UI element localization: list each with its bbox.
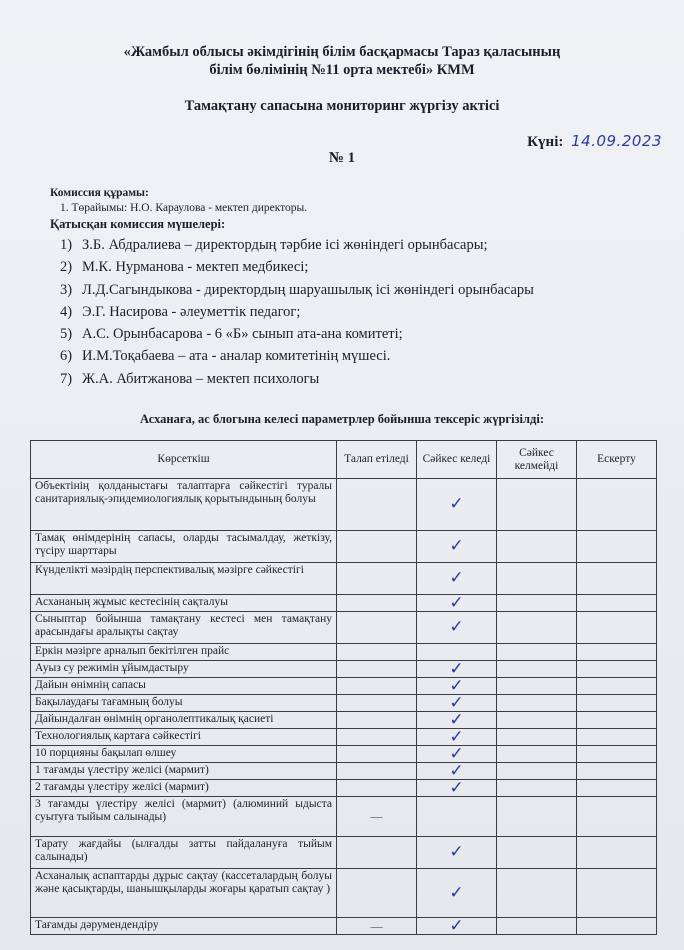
col-header-indicator: Көрсеткіш bbox=[31, 441, 337, 479]
member-item: 7) Ж.А. Абитжанова – мектеп психологы bbox=[60, 370, 320, 387]
table-row: Күнделікті мәзірдің перспективалық мәзірге сәйкестігі ✓ bbox=[31, 563, 657, 595]
col-header-match: Сәйкес келеді bbox=[417, 441, 497, 479]
header-line-2: білім бөлімінің №11 орта мектебі» КММ bbox=[209, 62, 475, 78]
act-number: № 1 bbox=[328, 150, 356, 166]
check-mark-icon: ✓ bbox=[417, 712, 497, 729]
table-row: Тамақ өнімдерінің сапасы, оларды тасымалдау, жеткізу, түсіру шарттары ✓ bbox=[31, 531, 657, 563]
check-mark-icon: ✓ bbox=[417, 678, 497, 695]
table-row: Ауыз су режимін ұйымдастыру ✓ bbox=[31, 661, 657, 678]
member-item: 6) И.М.Тоқабаева – ата - аналар комитетінің мүшесі. bbox=[60, 348, 391, 365]
col-header-required: Талап етіледі bbox=[337, 441, 417, 479]
table-row: Тағамды дәрумендендіру — ✓ bbox=[31, 918, 657, 935]
table-row: Бақылаудағы тағамның болуы ✓ bbox=[31, 695, 657, 712]
table-row: Сыныптар бойынша тамақтану кестесі мен тамақтану арасындағы аралықты сақтау ✓ bbox=[31, 612, 657, 644]
check-mark-icon: ✓ bbox=[417, 612, 497, 644]
table-row: Технологиялық картаға сәйкестігі ✓ bbox=[31, 729, 657, 746]
table-row: 3 тағамды үлестіру желісі (мармит) (алюминий ыдыста суытуға тыйым салынады) — bbox=[31, 797, 657, 837]
member-item: 5) А.С. Орынбасарова - 6 «Б» сынып ата-ана комитеті; bbox=[60, 326, 403, 343]
members-list bbox=[60, 234, 534, 390]
check-mark-icon: ✓ bbox=[417, 531, 497, 563]
member-item: 3) Л.Д.Сагындыкова - директордың шаруашылық ісі жөніндегі орынбасары bbox=[60, 281, 534, 298]
date-label: Күні: bbox=[527, 134, 564, 150]
table-row: Асханалық аспаптарды дұрыс сақтау (кассеталардың болуы және қасықтарды, шанышқыларды жоғары қаратып сақтау ) ✓ bbox=[31, 869, 657, 918]
table-row: Дайындалған өнімнің органолептикалық қасиеті ✓ bbox=[31, 712, 657, 729]
check-mark-icon: ✓ bbox=[417, 563, 497, 595]
inspection-table bbox=[30, 440, 657, 935]
commission-chair: 1. Төрайымы: Н.О. Караулова - мектеп директоры. bbox=[60, 202, 308, 214]
table-row: Асхананың жұмыс кестесінің сақталуы ✓ bbox=[31, 595, 657, 612]
check-mark-icon: ✓ bbox=[417, 918, 497, 935]
table-row: 1 тағамды үлестіру желісі (мармит) ✓ bbox=[31, 763, 657, 780]
date-row bbox=[527, 132, 662, 151]
table-title: Асханаға, ас блогына келесі параметрлер бойынша тексеріс жүргізілді: bbox=[139, 412, 545, 426]
col-header-mismatch: Сәйкес келмейді bbox=[497, 441, 577, 479]
members-heading: Қатысқан комиссия мүшелері: bbox=[50, 217, 226, 231]
check-mark-icon: ✓ bbox=[417, 746, 497, 763]
table-row: Объектінің қолданыстағы талаптарға сәйкестігі туралы санитариялық-эпидемиологиялық қорытындының болуы ✓ bbox=[31, 479, 657, 531]
member-item: 2) М.К. Нурманова - мектеп медбикесі; bbox=[60, 259, 309, 276]
check-mark-icon: ✓ bbox=[417, 869, 497, 918]
check-mark-icon: ✓ bbox=[417, 479, 497, 531]
table-row: Тарату жағдайы (ылғалды затты пайдалануға тыйым салынады) ✓ bbox=[31, 837, 657, 869]
table-row: Еркін мәзірге арналып бекітілген прайс bbox=[31, 644, 657, 661]
table-header-row bbox=[31, 441, 657, 479]
check-mark-icon: ✓ bbox=[417, 595, 497, 612]
check-mark-icon: ✓ bbox=[417, 780, 497, 797]
check-mark-icon: ✓ bbox=[417, 695, 497, 712]
check-mark-icon: ✓ bbox=[417, 729, 497, 746]
check-mark-icon: ✓ bbox=[417, 661, 497, 678]
member-item: 4) Э.Г. Насирова - әлеуметтік педагог; bbox=[60, 303, 301, 320]
check-mark-icon: ✓ bbox=[417, 837, 497, 869]
table-row: 10 порцияны бақылап өлшеу ✓ bbox=[31, 746, 657, 763]
header-line-1: «Жамбыл облысы әкімдігінің білім басқармасы Тараз қаласының bbox=[123, 44, 561, 60]
date-value: 14.09.2023 bbox=[571, 132, 662, 150]
commission-heading: Комиссия құрамы: bbox=[50, 187, 149, 199]
document-title: Тамақтану сапасына мониторинг жүргізу актісі bbox=[184, 98, 500, 114]
table-row: Дайын өнімнің сапасы ✓ bbox=[31, 678, 657, 695]
col-header-note: Ескерту bbox=[577, 441, 657, 479]
check-mark-icon: ✓ bbox=[417, 763, 497, 780]
table-row: 2 тағамды үлестіру желісі (мармит) ✓ bbox=[31, 780, 657, 797]
member-item: 1) З.Б. Абдралиева – директордың тәрбие ісі жөніндегі орынбасары; bbox=[60, 237, 488, 253]
